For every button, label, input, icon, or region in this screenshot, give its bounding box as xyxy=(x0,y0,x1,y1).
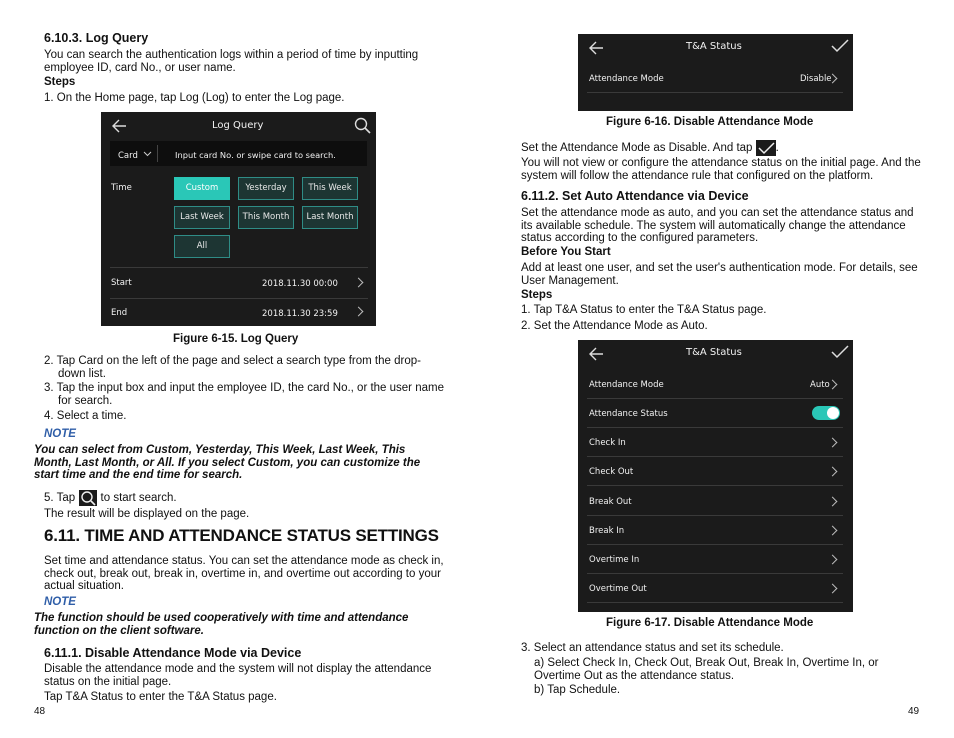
filter-this-week-button[interactable]: This Week xyxy=(302,177,358,200)
text: . xyxy=(775,142,779,155)
divider xyxy=(587,456,843,457)
attendance-mode-label: Attendance Mode xyxy=(589,380,664,390)
page-number: 49 xyxy=(908,706,920,717)
start-time-value[interactable]: 2018.11.30 00:00 xyxy=(262,279,338,289)
paragraph xyxy=(44,49,444,74)
attendance-status-label: Attendance Status xyxy=(589,409,668,419)
step-3: 3. Tap the input box and input the employee ID, the card No., or the user name for search. xyxy=(44,382,444,407)
search-icon xyxy=(354,117,371,134)
chapter-heading: 6.11. TIME AND ATTENDANCE STATUS SETTINGS xyxy=(44,526,439,545)
search-icon xyxy=(79,490,97,506)
text: You can search the authentication logs within a period of time by inputting employee ID, card No., or user name. xyxy=(44,49,419,74)
check-out-item[interactable]: Check Out xyxy=(589,467,634,477)
filter-last-month-button[interactable]: Last Month xyxy=(302,206,358,229)
divider xyxy=(587,573,843,574)
filter-this-month-button[interactable]: This Month xyxy=(238,206,294,229)
text: Set the Attendance Mode as Disable. And tap xyxy=(521,142,753,155)
divider xyxy=(587,398,843,399)
note-text: The function should be used cooperatively with time and attendance function on the client software. xyxy=(34,612,409,637)
steps-label: Steps xyxy=(44,76,76,88)
step-2: 2. Tap Card on the left of the page and select a search type from the drop-down list. xyxy=(44,355,421,380)
end-label: End xyxy=(111,308,128,318)
search-input[interactable]: Input card No. or swipe card to search. xyxy=(175,150,336,160)
chevron-right-icon xyxy=(828,467,838,477)
note-text: You can select from Custom, Yesterday, This Week, Last Week, This Month, Last Month, or All. If you select Custom, you can customize the start time and the end time for search. xyxy=(34,444,421,481)
section-title-disable: 6.11.1. Disable Attendance Mode via Device xyxy=(44,646,302,660)
paragraph: Tap T&A Status to enter the T&A Status page. xyxy=(44,691,277,703)
result-text: The result will be displayed on the page. xyxy=(44,508,250,520)
screen-title: Log Query xyxy=(212,120,264,131)
back-arrow-icon xyxy=(589,347,605,361)
time-label: Time xyxy=(111,183,132,193)
attendance-mode-label: Attendance Mode xyxy=(589,74,664,84)
divider xyxy=(587,515,843,516)
paragraph xyxy=(34,555,444,593)
step-2: 2. Set the Attendance Mode as Auto. xyxy=(521,320,708,332)
checkmark-icon xyxy=(831,39,849,53)
chevron-right-icon xyxy=(828,584,838,594)
step-1: 1. Tap T&A Status to enter the T&A Status page. xyxy=(521,304,767,316)
card-type-dropdown[interactable]: Card xyxy=(118,151,138,161)
filter-last-week-button[interactable]: Last Week xyxy=(174,206,230,229)
step-1: 1. On the Home page, tap Log (Log) to enter the Log page. xyxy=(44,92,345,104)
break-in-item[interactable]: Break In xyxy=(589,526,625,536)
step-3: 3. Select an attendance status and set its schedule. xyxy=(521,642,784,654)
checkmark-icon xyxy=(831,345,849,359)
overtime-in-item[interactable]: Overtime In xyxy=(589,555,640,565)
paragraph: Add at least one user, and set the user's authentication mode. For details, see User Management. xyxy=(521,262,918,287)
break-out-item[interactable]: Break Out xyxy=(589,497,632,507)
start-label: Start xyxy=(111,278,132,288)
check-in-item[interactable]: Check In xyxy=(589,438,626,448)
filter-yesterday-button[interactable]: Yesterday xyxy=(238,177,294,200)
paragraph: Disable the attendance mode and the system will not display the attendance status on the initial page. xyxy=(44,663,432,688)
paragraph: Set the attendance mode as auto, and you can set the attendance status and its available schedule. The system will automatically change the attendance status according to the configured parameters. xyxy=(521,207,914,244)
attendance-mode-value[interactable]: Disable xyxy=(800,74,832,84)
back-arrow-icon xyxy=(112,119,128,133)
checkmark-icon xyxy=(756,140,776,156)
paragraph xyxy=(521,140,779,156)
overtime-out-item[interactable]: Overtime Out xyxy=(589,584,647,594)
ta-status-disable-screenshot xyxy=(578,34,853,111)
attendance-mode-value[interactable]: Auto xyxy=(810,380,830,390)
chevron-right-icon xyxy=(828,438,838,448)
step-5 xyxy=(44,490,177,506)
divider xyxy=(587,92,843,93)
before-you-start-label: Before You Start xyxy=(521,246,611,258)
note-label: NOTE xyxy=(44,596,76,608)
filter-all-button[interactable]: All xyxy=(174,235,230,258)
step-3b: b) Tap Schedule. xyxy=(534,684,621,696)
chevron-right-icon xyxy=(828,555,838,565)
chevron-right-icon xyxy=(354,278,364,288)
step-4: 4. Select a time. xyxy=(44,410,127,422)
screen-title: T&A Status xyxy=(686,41,742,52)
note-label: NOTE xyxy=(44,428,76,440)
divider xyxy=(157,145,158,162)
figure-caption: Figure 6-15. Log Query xyxy=(173,333,299,345)
filter-custom-button[interactable]: Custom xyxy=(174,177,230,200)
back-arrow-icon xyxy=(589,41,605,55)
attendance-status-toggle[interactable] xyxy=(812,406,840,420)
ta-status-auto-screenshot xyxy=(578,340,853,612)
log-query-screenshot xyxy=(101,112,376,326)
chevron-down-icon xyxy=(143,151,152,157)
paragraph: You will not view or configure the attendance status on the initial page. And the system will follow the attendance rule that configured on the platform. xyxy=(521,157,921,182)
text: Set time and attendance status. You can set the attendance mode as check in, check out, break out, break in, overtime in, and overtime out according to your actual situation. xyxy=(44,555,444,592)
chevron-right-icon xyxy=(828,497,838,507)
section-title-log-query: 6.10.3. Log Query xyxy=(44,31,149,45)
toggle-knob xyxy=(827,407,839,419)
chevron-right-icon xyxy=(354,307,364,317)
section-title-auto: 6.11.2. Set Auto Attendance via Device xyxy=(521,189,749,203)
step-5-text: to start search. xyxy=(100,492,177,505)
page-number: 48 xyxy=(34,706,46,717)
end-time-value[interactable]: 2018.11.30 23:59 xyxy=(262,309,338,319)
divider xyxy=(587,602,843,603)
screen-title: T&A Status xyxy=(686,347,742,358)
divider xyxy=(587,544,843,545)
divider xyxy=(110,267,368,268)
steps-label: Steps xyxy=(521,289,553,301)
figure-caption: Figure 6-16. Disable Attendance Mode xyxy=(606,116,814,128)
divider xyxy=(587,427,843,428)
chevron-right-icon xyxy=(828,526,838,536)
figure-caption: Figure 6-17. Disable Attendance Mode xyxy=(606,617,814,629)
step-3a: a) Select Check In, Check Out, Break Out, Break In, Overtime In, or Overtime Out as the attendance status. xyxy=(534,657,879,682)
divider xyxy=(110,298,368,299)
divider xyxy=(587,485,843,486)
step-5-text: 5. Tap xyxy=(44,492,76,505)
